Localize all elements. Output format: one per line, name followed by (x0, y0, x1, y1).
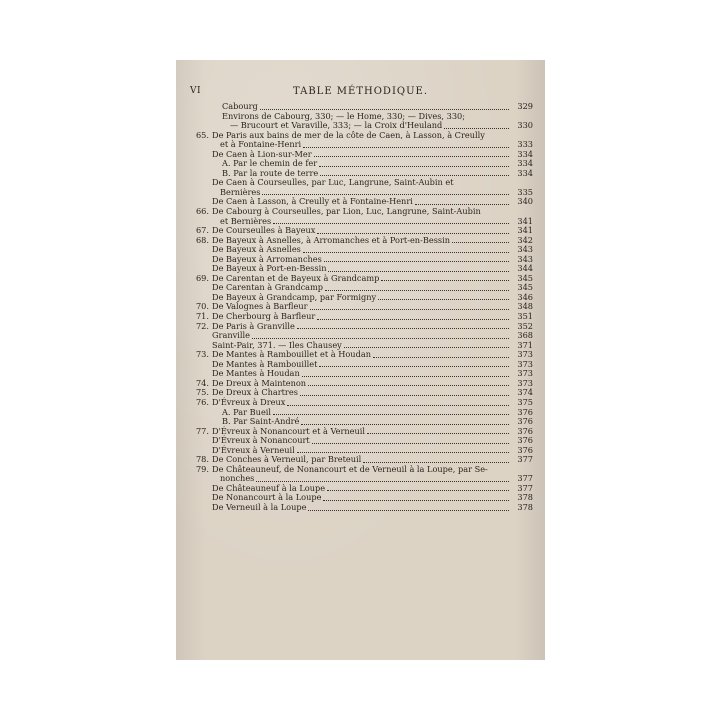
toc-page-number: 376 (517, 416, 533, 427)
toc-entry-number: 75. (195, 387, 209, 398)
dot-leader (444, 128, 509, 129)
toc-entry-title: De Mantes à Houdan (212, 368, 300, 379)
dot-leader (273, 223, 509, 224)
dot-leader (324, 261, 509, 262)
toc-page-number: 378 (517, 492, 533, 503)
dot-leader (363, 462, 509, 463)
toc-entry (192, 178, 533, 197)
toc-page-number: 371 (517, 339, 533, 350)
toc-page-number: 341 (517, 225, 533, 236)
toc-entry-number: 74. (195, 377, 209, 388)
toc-entry-title: De Mantes à Rambouillet et à Houdan (212, 349, 371, 360)
dot-leader (328, 271, 509, 272)
dot-leader (317, 319, 509, 320)
toc-entry-title: et à Fontaine-Henri (220, 139, 302, 150)
toc-entry-number: 70. (195, 301, 209, 312)
dot-leader (303, 252, 509, 253)
toc-page-number: 344 (517, 263, 533, 274)
toc-entry-number: 65. (195, 129, 209, 140)
toc-entry-title: De Conches à Verneuil, par Breteuil (212, 454, 362, 465)
toc-page-number: 377 (517, 473, 533, 484)
toc-entry-number: 72. (195, 320, 209, 331)
dot-leader (378, 299, 509, 300)
toc-entry-title: De Caen à Lion-sur-Mer (212, 148, 312, 159)
toc-entry-title: D'Évreux à Dreux (212, 396, 286, 407)
toc-entry-number: 73. (195, 349, 209, 360)
dot-leader (319, 166, 509, 167)
toc-entry-title: A. Par le chemin de fer (222, 158, 318, 169)
toc-entry-title: Saint-Pair, 371. — Iles Chausey (212, 339, 342, 350)
toc-page-number: 342 (517, 234, 533, 245)
dot-leader (312, 443, 509, 444)
toc-entry-title: De Bayeux à Grandcamp, par Formigny (212, 291, 377, 302)
toc-entry-number: 68. (195, 234, 209, 245)
dot-leader (314, 156, 509, 157)
dot-leader (415, 204, 509, 205)
toc-entry-title: Environs de Cabourg, 330; — le Home, 330; — Dives, 330; (222, 110, 466, 121)
dot-leader (367, 433, 509, 434)
toc-entry-title: De Bayeux à Port-en-Bessin (212, 263, 327, 274)
toc-page-number: 374 (517, 387, 533, 398)
dot-leader (452, 242, 509, 243)
running-head-title: TABLE MÉTHODIQUE. (292, 86, 428, 97)
toc-page-number: 378 (517, 501, 533, 512)
dot-leader (319, 366, 509, 367)
table-of-contents (192, 102, 533, 513)
toc-entry-title: De Bayeux à Asnelles (212, 244, 301, 255)
toc-entry (192, 131, 533, 150)
toc-page-number: 351 (517, 311, 533, 322)
toc-entry-title: De Mantes à Rambouillet (212, 358, 318, 369)
dot-leader (260, 109, 509, 110)
toc-page-number: 348 (517, 301, 533, 312)
toc-entry-title: De Bayeux à Arromanches (212, 253, 322, 264)
toc-page-number: 334 (517, 148, 533, 159)
toc-page-number: 376 (517, 406, 533, 417)
dot-leader (308, 385, 509, 386)
toc-page-number: 335 (517, 186, 533, 197)
dot-leader (287, 405, 509, 406)
toc-entry (192, 207, 533, 226)
toc-entry-title: De Dreux à Maintenon (212, 377, 307, 388)
dot-leader (327, 490, 509, 491)
dot-leader (300, 395, 509, 396)
dot-leader (310, 309, 509, 310)
toc-page-number: 346 (517, 291, 533, 302)
toc-entry-number: 69. (195, 272, 209, 283)
toc-entry-title: De Châteauneuf, de Nonancourt et de Verneuil à la Loupe, par Se- (212, 463, 488, 474)
toc-page-number: 329 (517, 101, 533, 111)
toc-page-number: 330 (517, 120, 533, 131)
toc-page-number: 343 (517, 244, 533, 255)
toc-entry-title: D'Évreux à Nonancourt (212, 435, 310, 446)
toc-entry-number: 71. (195, 311, 209, 322)
toc-page-number: 376 (517, 444, 533, 455)
toc-page-number: 375 (517, 396, 533, 407)
toc-page-number: 377 (517, 482, 533, 493)
toc-page-number: 334 (517, 167, 533, 178)
toc-entry-title: De Verneuil à la Loupe (212, 501, 307, 512)
toc-entry-number: 77. (195, 425, 209, 436)
toc-page-number: 341 (517, 215, 533, 226)
toc-page-number: 345 (517, 272, 533, 283)
toc-entry-title: De Bayeux à Asnelles, à Arromanches et à Port-en-Bessin (212, 234, 451, 245)
dot-leader (256, 481, 509, 482)
toc-entry-number: 79. (195, 463, 209, 474)
toc-entry (192, 465, 533, 484)
dot-leader (325, 290, 509, 291)
toc-entry-title: De Valognes à Barfleur (212, 301, 308, 312)
dot-leader (303, 147, 509, 148)
dot-leader (273, 414, 509, 415)
toc-entry-title: et Bernières (220, 215, 272, 226)
dot-leader (373, 357, 509, 358)
toc-entry-title: A. Par Bueil (222, 406, 272, 417)
dot-leader (297, 452, 509, 453)
dot-leader (301, 424, 509, 425)
toc-page-number: 345 (517, 282, 533, 293)
toc-page-number: 334 (517, 158, 533, 169)
dot-leader (381, 280, 509, 281)
toc-entry-title: B. Par Saint-André (222, 416, 300, 427)
toc-page-number: 352 (517, 320, 533, 331)
toc-entry-title: D'Évreux à Verneuil (212, 444, 295, 455)
toc-entry-title: De Cabourg à Courseulles, par Lion, Luc, Langrune, Saint-Aubin (212, 206, 481, 217)
dot-leader (344, 347, 509, 348)
toc-entry-title: De Châteauneuf à la Loupe (212, 482, 326, 493)
dot-leader (308, 510, 509, 511)
dot-leader (297, 328, 509, 329)
dot-leader (317, 233, 509, 234)
toc-page-number: 333 (517, 139, 533, 150)
toc-entry-number: 76. (195, 396, 209, 407)
toc-page-number: 343 (517, 253, 533, 264)
toc-entry-title: De Caen à Lasson, à Creully et à Fontaine-Henri (212, 196, 413, 207)
toc-page-number: 373 (517, 368, 533, 379)
dot-leader (320, 175, 509, 176)
toc-entry-title: D'Évreux à Nonancourt et à Verneuil (212, 425, 366, 436)
toc-entry-title: De Courseulles à Bayeux (212, 225, 316, 236)
toc-entry-title: Granville (212, 330, 250, 341)
toc-page-number: 377 (517, 454, 533, 465)
toc-page-number: 373 (517, 349, 533, 360)
toc-page-number: 376 (517, 425, 533, 436)
toc-entry-number: 78. (195, 454, 209, 465)
toc-entry-title: De Carentan à Grandcamp (212, 282, 324, 293)
dot-leader (262, 194, 509, 195)
toc-entry-title: De Carentan et de Bayeux à Grandcamp (212, 272, 380, 283)
toc-entry-title: nonches (220, 473, 255, 484)
toc-entry-title: — Brucourt et Varaville, 333; — la Croix d'Heuland (230, 120, 443, 131)
book-page (176, 60, 545, 660)
toc-page-number: 368 (517, 330, 533, 341)
toc-entry-title: De Paris aux bains de mer de la côte de Caen, à Lasson, à Creully (212, 129, 485, 140)
dot-leader (323, 500, 509, 501)
page-folio: VI (190, 86, 202, 96)
toc-entry-title: De Caen à Courseulles, par Luc, Langrune, Saint-Aubin et (212, 177, 454, 188)
dot-leader (252, 338, 509, 339)
toc-entry (192, 503, 533, 513)
toc-page-number: 340 (517, 196, 533, 207)
toc-entry-number: 67. (195, 225, 209, 236)
toc-entry (192, 112, 533, 131)
toc-entry-number: 66. (195, 206, 209, 217)
toc-page-number: 376 (517, 435, 533, 446)
toc-entry-title: De Paris à Granville (212, 320, 295, 331)
toc-entry-title: Cabourg (222, 101, 258, 111)
toc-entry-title: De Nonancourt à la Loupe (212, 492, 322, 503)
dot-leader (302, 376, 509, 377)
toc-entry-title: Bernières (220, 186, 261, 197)
toc-entry-title: De Cherbourg à Barfleur (212, 311, 316, 322)
toc-entry-title: B. Par la route de terre (222, 167, 319, 178)
toc-page-number: 373 (517, 377, 533, 388)
toc-entry-title: De Dreux à Chartres (212, 387, 298, 398)
toc-page-number: 373 (517, 358, 533, 369)
